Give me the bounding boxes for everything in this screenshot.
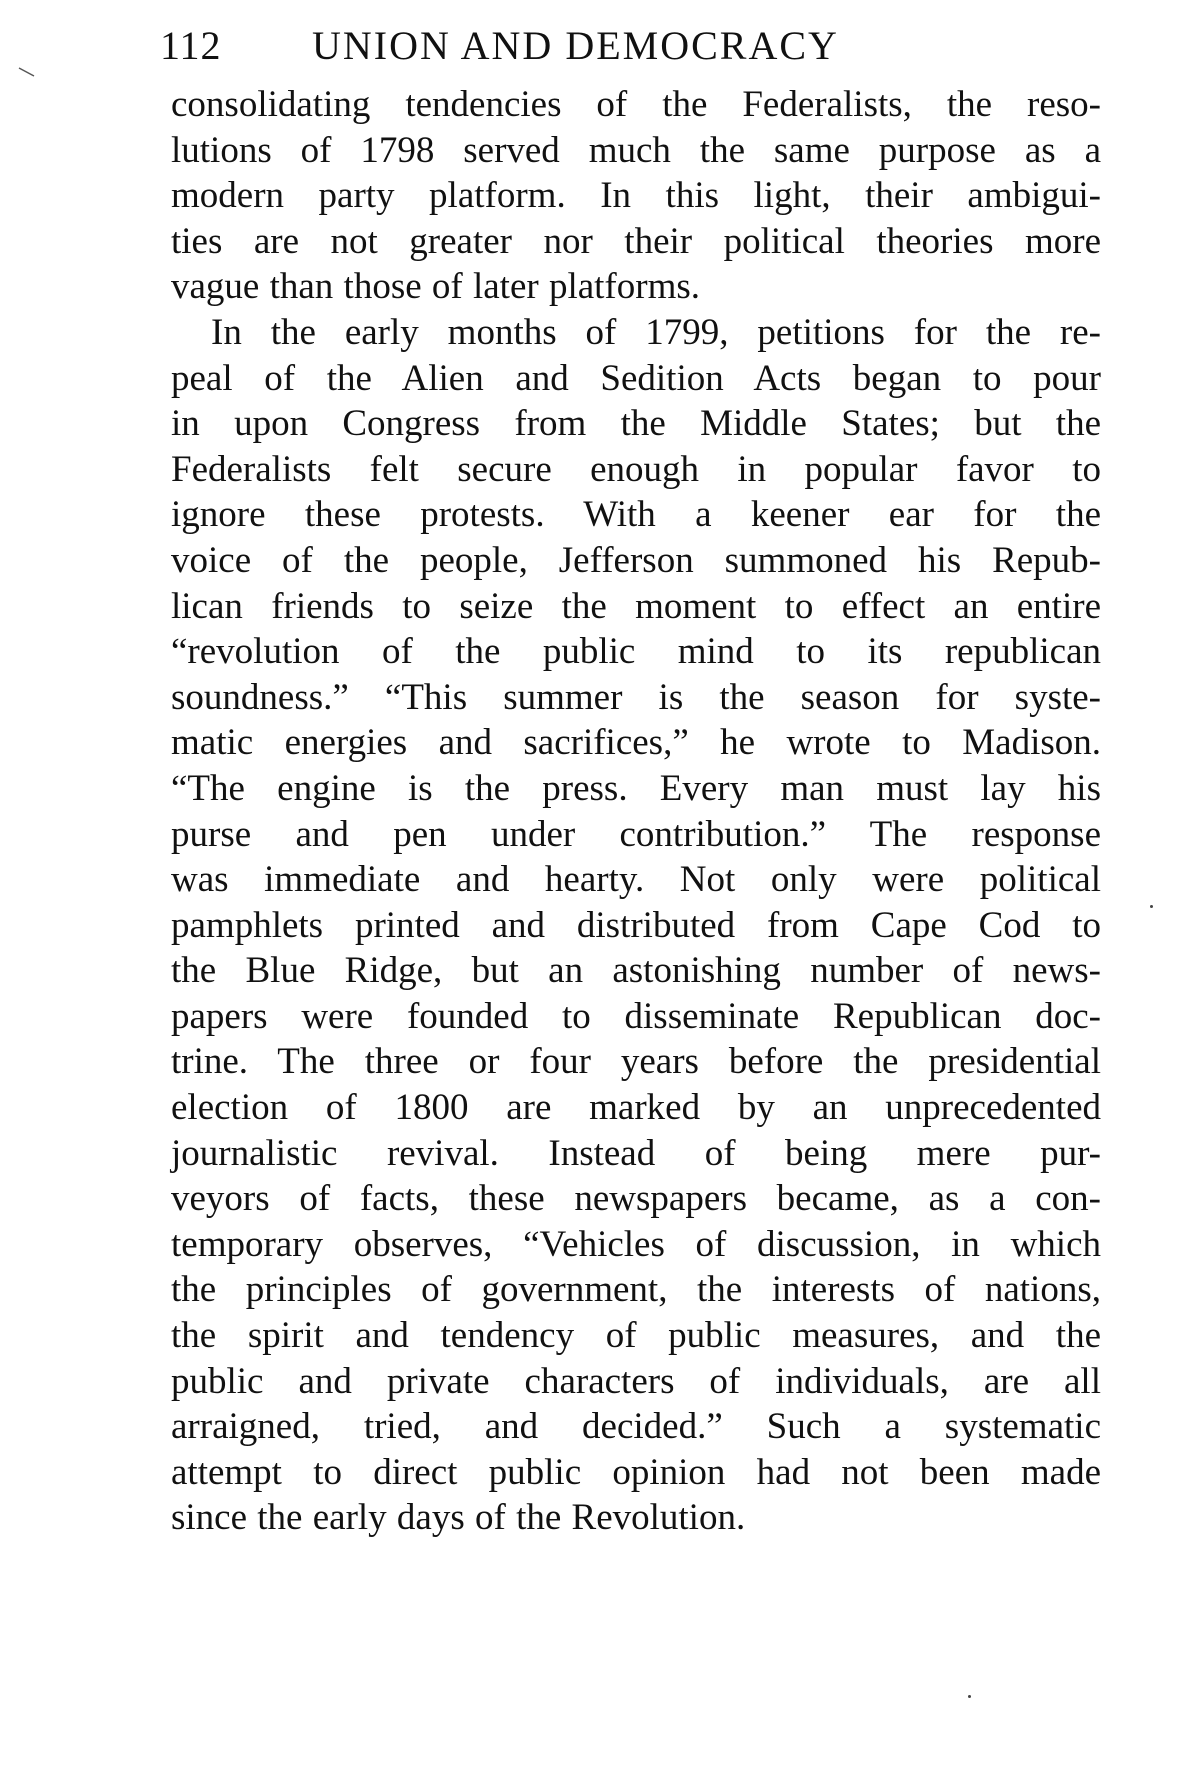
text-line: “revolution of the public mind to its republican <box>171 631 1101 673</box>
text-line: in upon Congress from the Middle States; but the <box>171 403 1101 445</box>
ink-speck <box>968 1695 971 1698</box>
page-number: 112 <box>160 23 222 68</box>
text-line: the principles of government, the interests of nations, <box>171 1269 1101 1311</box>
text-line: election of 1800 are marked by an unprecedented <box>171 1087 1101 1129</box>
text-line: vague than those of later platforms. <box>171 266 700 308</box>
paragraph-first-line: In the early months of 1799, petitions for the re- <box>211 311 1101 353</box>
ink-speck <box>1150 905 1153 908</box>
text-line: consolidating tendencies of the Federalists, the reso- <box>171 84 1101 125</box>
text-line: the Blue Ridge, but an astonishing number of news- <box>171 950 1101 992</box>
text-line: arraigned, tried, and decided.” Such a systematic <box>171 1406 1101 1448</box>
text-line: temporary observes, “Vehicles of discussion, in which <box>171 1223 1101 1265</box>
text-line: public and private characters of individuals, are all <box>171 1360 1101 1402</box>
text-line: veyors of facts, these newspapers became, as a con- <box>171 1178 1101 1220</box>
text-line: lican friends to seize the moment to effect an entire <box>171 585 1101 627</box>
body-text <box>171 82 1101 1541</box>
text-line: was immediate and hearty. Not only were political <box>171 859 1101 901</box>
text-line: papers were founded to disseminate Republican doc- <box>171 995 1101 1037</box>
text-line: purse and pen under contribution.” The response <box>171 813 1101 855</box>
text-line: “The engine is the press. Every man must lay his <box>171 767 1101 809</box>
text-line: peal of the Alien and Sedition Acts began to pour <box>171 357 1101 399</box>
text-line: attempt to direct public opinion had not been made <box>171 1451 1101 1493</box>
text-line: soundness.” “This summer is the season for syste- <box>171 676 1101 718</box>
text-line: ignore these protests. With a keener ear for the <box>171 494 1101 536</box>
running-head <box>160 22 980 72</box>
text-line: journalistic revival. Instead of being mere pur- <box>171 1132 1101 1174</box>
text-line: lutions of 1798 served much the same purpose as a <box>171 129 1101 171</box>
text-line: the spirit and tendency of public measures, and the <box>171 1315 1101 1357</box>
text-line: trine. The three or four years before the presidential <box>171 1041 1101 1083</box>
text-line: matic energies and sacrifices,” he wrote to Madison. <box>171 722 1101 764</box>
text-line: ties are not greater nor their political theories more <box>171 220 1101 262</box>
text-line: modern party platform. In this light, their ambigui- <box>171 175 1101 217</box>
text-line: pamphlets printed and distributed from Cape Cod to <box>171 904 1101 946</box>
text-line: Federalists felt secure enough in popular favor to <box>171 448 1101 490</box>
text-line: since the early days of the Revolution. <box>171 1497 746 1539</box>
text-line: voice of the people, Jefferson summoned his Repub- <box>171 539 1101 581</box>
running-title: UNION AND DEMOCRACY <box>312 23 839 68</box>
margin-mark <box>18 66 36 78</box>
